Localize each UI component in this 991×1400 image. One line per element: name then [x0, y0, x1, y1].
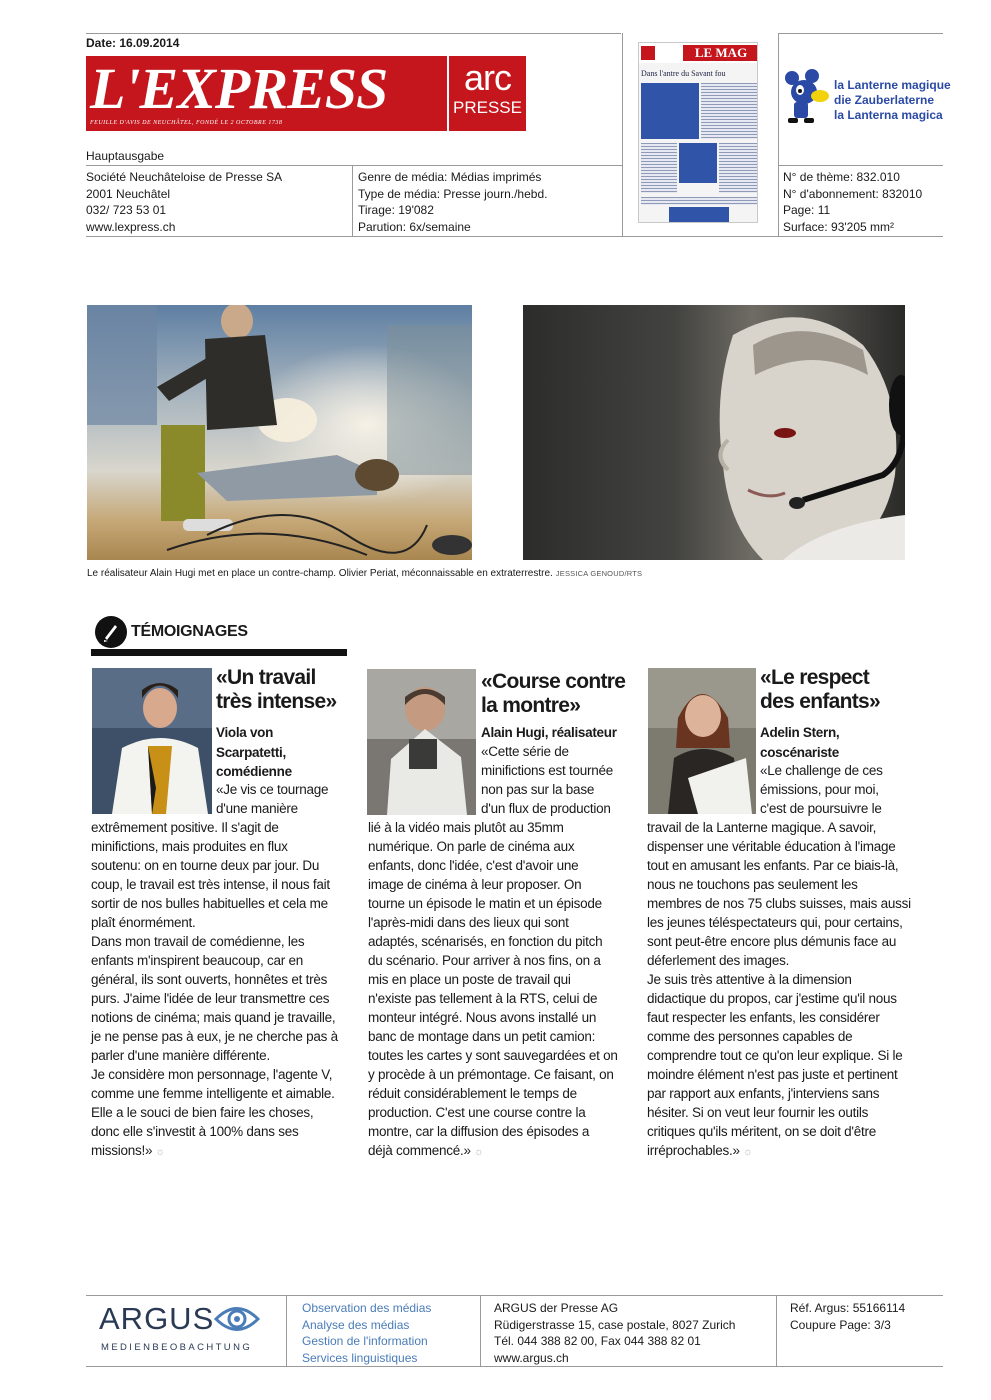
- testimonial-2-line: y procède à un prémontage. Ce faisant, on: [368, 1067, 614, 1082]
- testimonial-2-line: enfants, donc l'idée, c'est d'avoir une: [368, 858, 579, 873]
- portrait-adelin-stern: [648, 668, 768, 814]
- testimonial-3-line: comprendre tout ce qu'on leur explique. Si le: [647, 1048, 903, 1063]
- end-mark-icon: ☼: [155, 1146, 166, 1158]
- end-mark-icon: ☼: [742, 1146, 753, 1158]
- testimonial-3-line: critiques qu'ils méritent, on se doit d'être: [647, 1124, 877, 1139]
- testimonial-2-author: Alain Hugi, réalisateur: [481, 725, 617, 740]
- testimonial-3-author: Adelin Stern, coscénariste: [760, 725, 840, 760]
- testimonials-section-icon: [95, 616, 127, 648]
- testimonial-3-line: déferlement des images.: [647, 953, 790, 968]
- end-mark-icon: ☼: [473, 1146, 484, 1158]
- testimonial-3-line: tout en amusant les enfants. Par ce biais-là,: [647, 858, 899, 873]
- testimonial-3-line: hésiter. Si on veut leur fournir les outils: [647, 1105, 869, 1120]
- testimonial-2-line: monteur intégré. Nous avons installé un: [368, 1010, 597, 1025]
- testimonial-3-line: sont peut-être encore plus démunis face au: [647, 934, 897, 949]
- testimonial-1-line: plaît énormément.: [91, 915, 196, 930]
- testimonial-1-author: Viola von Scarpatetti, comédienne: [216, 725, 292, 779]
- thumbnail-section: LE MAG: [683, 45, 758, 61]
- argus-website[interactable]: www.argus.ch: [494, 1350, 569, 1365]
- testimonial-3-line: membres de nos 75 clubs suisses, mais aussi: [647, 896, 911, 911]
- testimonial-2-line: adaptés, scénarisés, en fonction du pitch: [368, 934, 603, 949]
- argus-contact: ARGUS der Presse AG Rüdigerstrasse 15, case postale, 8027 Zurich Tél. 044 388 82 00, Fax 044 388 82 01 www.argus.ch: [494, 1301, 736, 1365]
- testimonial-3-line: didactique du propos, car j'estime qu'il nous: [647, 991, 897, 1006]
- testimonial-2-line: du scénario. Pour arriver à nos fins, on a: [368, 953, 601, 968]
- clipping-date: Date: 16.09.2014: [86, 36, 180, 50]
- testimonial-2-line: d'un flux de production: [481, 801, 611, 816]
- photo-extraterrestrial: [523, 305, 905, 560]
- section-title: TÉMOIGNAGES: [131, 623, 248, 640]
- argus-reference: Réf. Argus: 55166114 Coupure Page: 3/3: [790, 1301, 906, 1332]
- testimonial-3-line: «Le challenge de ces: [760, 763, 883, 778]
- testimonial-1-line: Je considère mon personnage, l'agente V,: [91, 1067, 333, 1082]
- testimonial-2-line: mis en place un poste de travail qui: [368, 972, 571, 987]
- testimonial-1-line: donc elle s'investit à 100% dans ses: [91, 1124, 299, 1139]
- testimonial-2-line: tourne un épisode le matin et un épisode: [368, 896, 602, 911]
- testimonial-2-line: production. C'est une course contre la: [368, 1105, 586, 1120]
- testimonial-3-line: dispenser une véritable éducation à l'image: [647, 839, 896, 854]
- photo-caption: Le réalisateur Alain Hugi met en place un contre-champ. Olivier Periat, méconnaissable en extraterrestre. JESSICA GENOUD/RTS: [87, 568, 643, 579]
- photo-credit: JESSICA GENOUD/RTS: [555, 569, 643, 578]
- lanterne-mascot-icon: [782, 66, 830, 130]
- testimonial-3-line: comme des personnes capables de: [647, 1029, 853, 1044]
- argus-services: Observation des médias Analyse des médias Gestion de l'information Services linguistiques: [302, 1301, 432, 1365]
- photo-film-set: [87, 305, 472, 560]
- edition-label: Hauptausgabe: [86, 149, 165, 163]
- testimonial-3-title: «Le respect des enfants»: [760, 666, 880, 713]
- publisher-website[interactable]: www.lexpress.ch: [86, 219, 176, 234]
- testimonial-3-line: par rapport aux enfants, j'interviens sans: [647, 1086, 880, 1101]
- testimonial-3-line: travail de la Lanterne magique. A savoir,: [647, 820, 877, 835]
- argus-logo: ARGUS: [99, 1301, 215, 1336]
- newspaper-seal-icon: [641, 46, 655, 60]
- testimonial-3-line: c'est de poursuivre le: [760, 801, 882, 816]
- publisher-info: Société Neuchâteloise de Presse SA 2001 Neuchâtel 032/ 723 53 01 www.lexpress.ch: [86, 170, 283, 234]
- testimonial-3-line: moindre élément n'est pas juste et pertinent: [647, 1067, 898, 1082]
- testimonial-2-line: l'après-midi dans des lieux qui sont: [368, 915, 569, 930]
- testimonial-3-line: Je suis très attentive à la dimension: [647, 972, 852, 987]
- portrait-viola-von-scarpatetti: [92, 668, 212, 814]
- testimonial-1-line: enfants m'inspirent beaucoup, car en: [91, 953, 303, 968]
- testimonial-2-line: n'existe pas tellement à la RTS, celui de: [368, 991, 598, 1006]
- testimonial-1-line: Dans mon travail de comédienne, les: [91, 934, 305, 949]
- testimonial-1-line: d'une manière: [216, 801, 298, 816]
- testimonial-2-line: réduit considérablement le temps de: [368, 1086, 577, 1101]
- testimonial-1-line: comme une femme intelligente et aimable.: [91, 1086, 335, 1101]
- testimonial-1-line: extrêmement positive. Il s'agit de: [91, 820, 279, 835]
- testimonial-2-line: lié à la vidéo mais plutôt au 35mm: [368, 820, 564, 835]
- reference-info: N° de thème: 832.010 N° d'abonnement: 832010 Page: 11 Surface: 93'205 mm²: [783, 170, 923, 234]
- testimonial-2-line: numérique. On parle de cinéma aux: [368, 839, 575, 854]
- testimonial-1-line: soutenu: on en tourne deux par jour. Du: [91, 858, 320, 873]
- testimonial-2-line: image de cinéma à leur proposer. On: [368, 877, 582, 892]
- testimonial-2-line: «Cette série de: [481, 744, 569, 759]
- testimonial-1-last-line: missions!» ☼: [91, 1143, 166, 1158]
- testimonial-3-line: faut respecter les enfants, les considérer: [647, 1010, 880, 1025]
- testimonial-2-title: «Course contre la montre»: [481, 670, 626, 717]
- testimonial-2-line: non pas sur la base: [481, 782, 595, 797]
- testimonial-2-line: montre, car la diffusion des épisodes a: [368, 1124, 590, 1139]
- thumbnail-headline: Dans l'antre du Savant fou: [641, 69, 726, 78]
- argus-eye-icon: [214, 1302, 260, 1336]
- testimonial-1-line: minifictions, mais produites en flux: [91, 839, 288, 854]
- testimonial-1-line: purs. J'aime l'idée de leur transmettre ces: [91, 991, 330, 1006]
- portrait-alain-hugi: [367, 669, 487, 815]
- testimonial-1-line: notions de cinéma; mais quand je travaille,: [91, 1010, 336, 1025]
- testimonial-3-last-line: irréprochables.» ☼: [647, 1143, 753, 1158]
- testimonial-1-line: parler d'une manière différente.: [91, 1048, 270, 1063]
- argus-subtitle: MEDIENBEOBACHTUNG: [101, 1342, 253, 1353]
- section-rule: [91, 649, 347, 656]
- arcpresse-logo: arc PRESSE: [449, 56, 526, 131]
- testimonial-1-line: sortir de nos bulles habituelles et cela me: [91, 896, 328, 911]
- testimonial-2-line: toutes les cartes y sont sauvegardées et on: [368, 1048, 618, 1063]
- testimonial-2-last-line: déjà commencé.» ☼: [368, 1143, 484, 1158]
- testimonial-1-title: «Un travail très intense»: [216, 666, 337, 713]
- lexpress-logo: L'EXPRESS FEUILLE D'AVIS DE NEUCHÂTEL, FONDÉ LE 2 OCTOBRE 1738: [86, 56, 447, 131]
- testimonial-2-line: banc de montage dans un petit camion:: [368, 1029, 596, 1044]
- lanterne-magique-logo: la Lanterne magique die Zauberlaterne la Lanterna magica: [782, 66, 942, 130]
- testimonial-1-line: je ne pense pas à eux, je ne cherche pas à: [91, 1029, 338, 1044]
- testimonial-3-line: nous ne touchons pas seulement les: [647, 877, 858, 892]
- testimonial-2-line: minifictions est tournée: [481, 763, 614, 778]
- testimonial-3-line: les jeunes téléspectateurs qui, pour certains,: [647, 915, 903, 930]
- testimonial-1-line: Elle a le souci de bien faire les choses,: [91, 1105, 314, 1120]
- media-info: Genre de média: Médias imprimés Type de média: Presse journ./hebd. Tirage: 19'082 Parution: 6x/semaine: [358, 170, 548, 234]
- page-thumbnail: [638, 42, 758, 223]
- testimonial-1-line: coup, le travail est très intense, il nous fait: [91, 877, 330, 892]
- testimonial-1-line: «Je vis ce tournage: [216, 782, 329, 797]
- testimonial-3-line: émissions, pour moi,: [760, 782, 879, 797]
- testimonial-1-line: général, ils sont ouverts, honnêtes et très: [91, 972, 328, 987]
